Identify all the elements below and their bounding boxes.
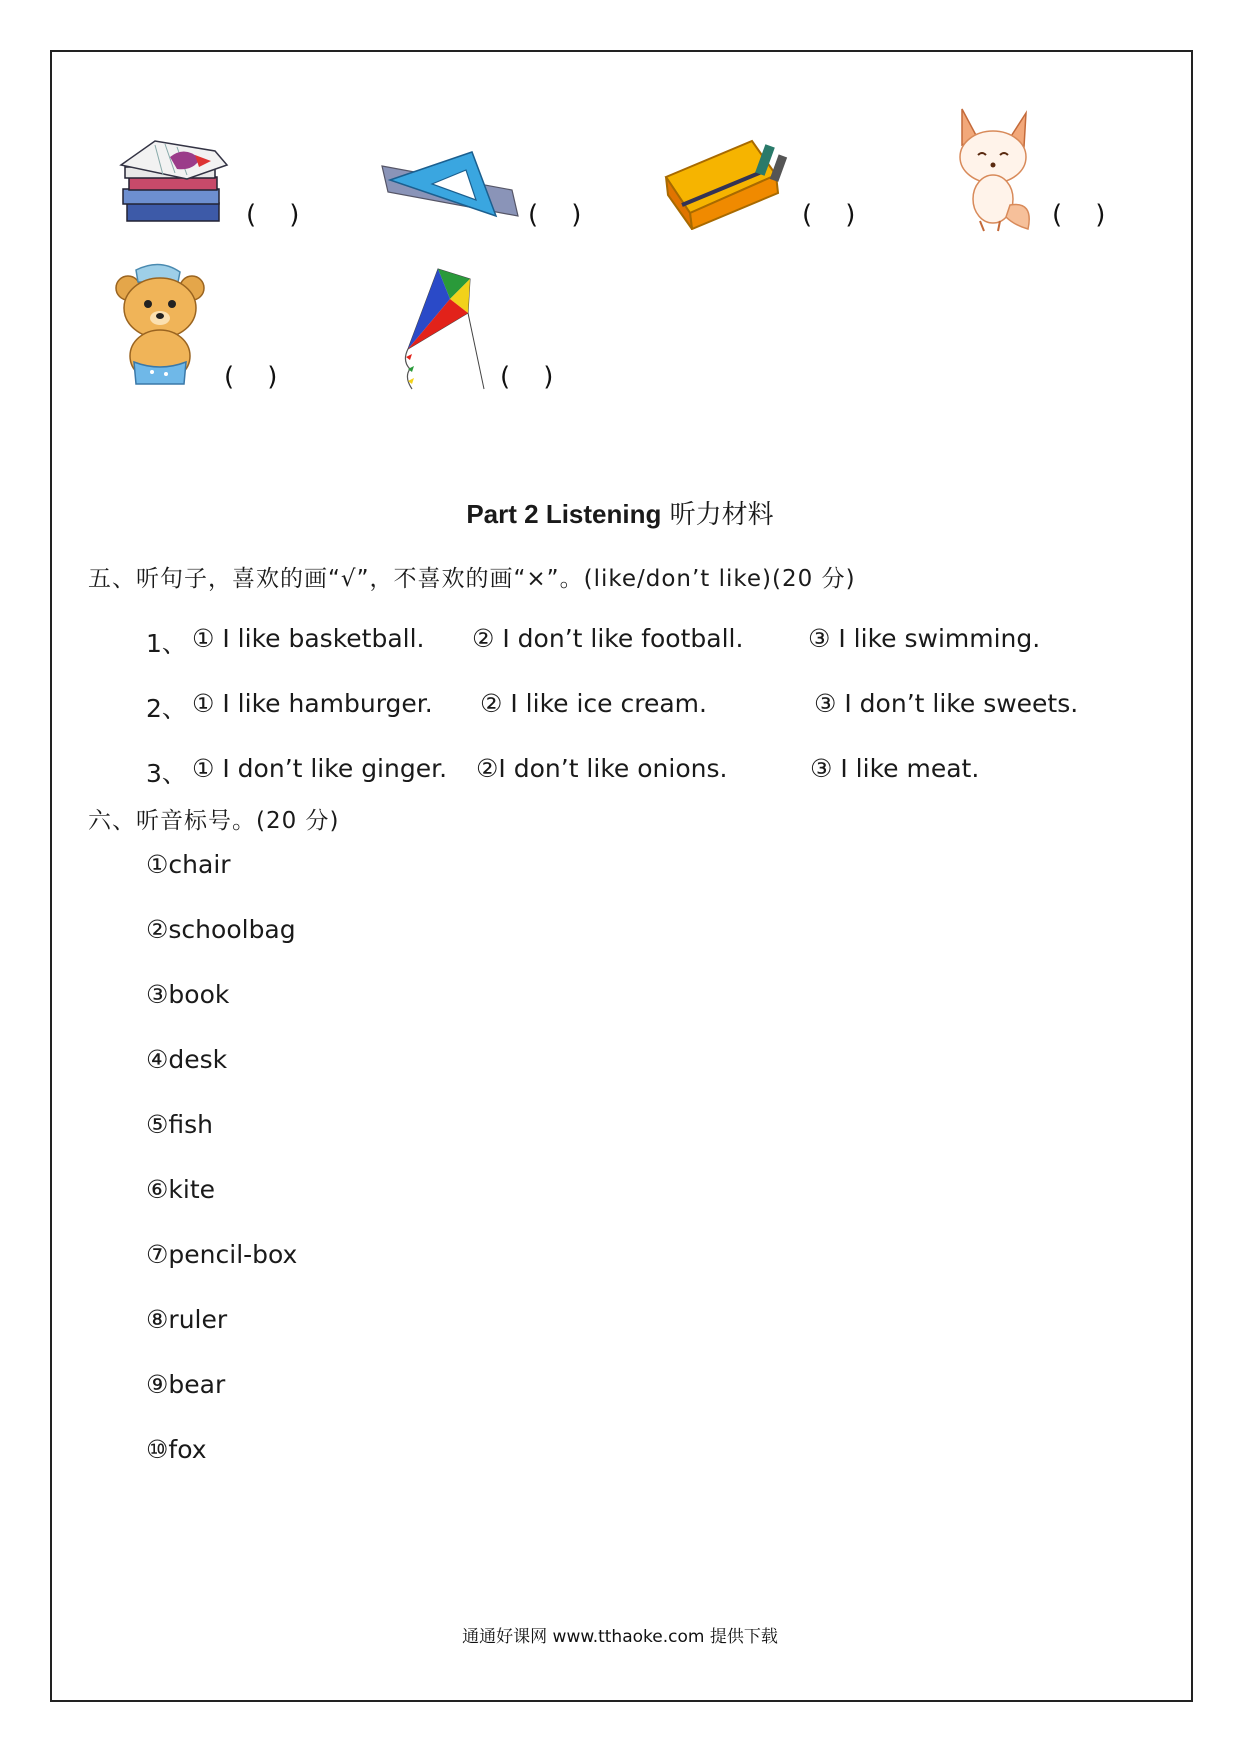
word-item-3: ③book: [146, 980, 230, 1009]
row1-item3: ③ I like swimming.: [808, 624, 1041, 653]
row1-number: 1、: [146, 629, 187, 658]
word-item-5: ⑤fish: [146, 1110, 214, 1139]
answer-paren-1[interactable]: ( ): [246, 200, 300, 230]
row3-item2: ②I don’t like onions.: [476, 754, 728, 783]
row3-item3: ③ I like meat.: [810, 754, 980, 783]
page-title: [0, 494, 1240, 531]
word-item-7: ⑦pencil-box: [146, 1240, 298, 1269]
word-item-10: ⑩fox: [146, 1435, 207, 1464]
row1-item2: ② I don’t like football.: [472, 624, 744, 653]
word-item-1: ①chair: [146, 850, 231, 879]
answer-paren-6[interactable]: ( ): [500, 362, 554, 392]
section6-instruction: 六、听音标号。(20 分): [88, 808, 340, 834]
books-icon: [115, 135, 240, 235]
fox-icon: [948, 105, 1038, 233]
answer-paren-5[interactable]: ( ): [224, 362, 278, 392]
answer-paren-2[interactable]: ( ): [528, 200, 582, 230]
answer-paren-3[interactable]: ( ): [802, 200, 856, 230]
title-bold: Part 2 Listening: [466, 499, 662, 529]
row2-item2: ② I like ice cream.: [480, 689, 707, 718]
word-item-8: ⑧ruler: [146, 1305, 228, 1334]
row3-item1: ① I don’t like ginger.: [192, 754, 448, 783]
word-item-4: ④desk: [146, 1045, 228, 1074]
title-rest: 听力材料: [661, 500, 774, 530]
word-item-2: ②schoolbag: [146, 915, 296, 944]
footer-text: 通通好课网 www.tthaoke.com 提供下载: [462, 1627, 778, 1647]
word-item-9: ⑨bear: [146, 1370, 226, 1399]
row1-item1: ① I like basketball.: [192, 624, 425, 653]
word-item-6: ⑥kite: [146, 1175, 216, 1204]
bear-icon: [108, 262, 213, 390]
pencil-box-icon: [660, 135, 795, 230]
row2-item3: ③ I don’t like sweets.: [814, 689, 1079, 718]
kite-icon: [398, 265, 488, 393]
row3-number: 3、: [146, 759, 187, 788]
triangle-ruler-icon: [380, 150, 520, 232]
row2-item1: ① I like hamburger.: [192, 689, 433, 718]
section5-instruction: 五、听句子，喜欢的画“√”，不喜欢的画“×”。(like/don’t like)(20 分): [88, 566, 856, 592]
answer-paren-4[interactable]: ( ): [1052, 200, 1106, 230]
row2-number: 2、: [146, 694, 187, 723]
